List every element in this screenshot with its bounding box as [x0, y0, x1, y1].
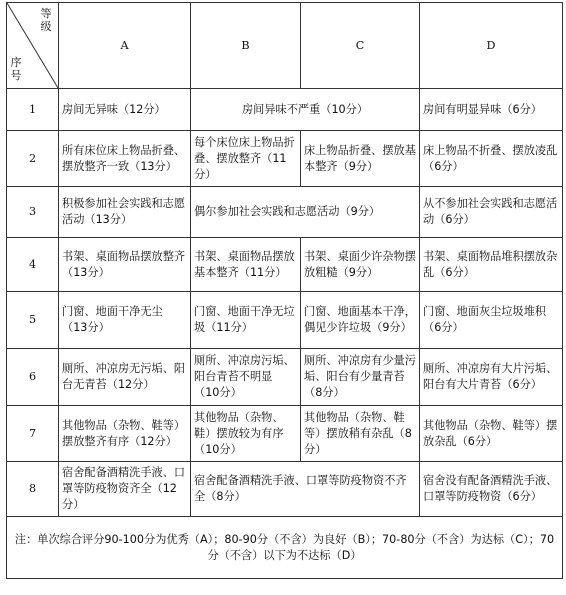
cell-c: 书架、桌面少许杂物摆放粗糙（9分） [301, 238, 420, 292]
cell-a: 宿舍配备酒精洗手液、口罩等防疫物资齐全（12分） [59, 462, 191, 517]
row-index: 1 [7, 89, 59, 131]
cell-b: 门窗、地面干净无垃圾（11分） [191, 292, 301, 349]
scoring-table [6, 2, 563, 579]
cell-d: 宿舍没有配备酒精洗手液、口罩等防疫物资（6分） [420, 462, 563, 517]
cell-d: 厕所、冲凉房有大片污垢、阳台有大片青苔（6分） [420, 349, 563, 406]
column-header-b: B [191, 3, 301, 89]
row-index: 3 [7, 187, 59, 238]
index-label: 序号 [10, 56, 22, 82]
column-header-d: D [420, 3, 563, 89]
table-row [7, 238, 563, 292]
cell-c: 厕所、冲凉房有少量污垢、阳台有少量青苔（8分） [301, 349, 420, 406]
corner-header [7, 3, 59, 89]
row-index: 2 [7, 131, 59, 187]
cell-d: 书架、桌面物品堆积摆放杂乱（6分） [420, 238, 563, 292]
column-header-a: A [59, 3, 191, 89]
table-row [7, 89, 563, 131]
cell-b: 厕所、冲凉房污垢、阳台青苔不明显（10分） [191, 349, 301, 406]
row-index: 6 [7, 349, 59, 406]
cell-bc: 宿舍配备酒精洗手液、口罩等防疫物资不齐全（8分） [191, 462, 420, 517]
cell-c: 门窗、地面基本干净，偶见少许垃圾（9分） [301, 292, 420, 349]
cell-d: 从不参加社会实践和志愿活动（6分） [420, 187, 563, 238]
cell-a: 所有床位床上物品折叠、摆放整齐一致（13分） [59, 131, 191, 187]
table-row [7, 292, 563, 349]
cell-d: 其他物品（杂物、鞋等）摆放杂乱（6分） [420, 406, 563, 462]
grade-label: 等级 [40, 7, 52, 33]
cell-b: 每个床位床上物品折叠、摆放整齐（11分） [191, 131, 301, 187]
row-index: 5 [7, 292, 59, 349]
cell-a: 厕所、冲凉房无污垢、阳台无青苔（12分） [59, 349, 191, 406]
row-index: 8 [7, 462, 59, 517]
column-header-c: C [301, 3, 420, 89]
cell-a: 书架、桌面物品摆放整齐（13分） [59, 238, 191, 292]
table-row [7, 349, 563, 406]
cell-b: 其他物品（杂物、鞋）摆放较为有序（10分） [191, 406, 301, 462]
cell-bc: 房间异味不严重（10分） [191, 89, 420, 131]
cell-c: 床上物品折叠、摆放基本整齐（9分） [301, 131, 420, 187]
cell-b: 书架、桌面物品摆放基本整齐（11分） [191, 238, 301, 292]
header-row [7, 3, 563, 89]
cell-a: 房间无异味（12分） [59, 89, 191, 131]
table-row [7, 131, 563, 187]
cell-a: 门窗、地面干净无尘（13分） [59, 292, 191, 349]
scoring-note: 注：单次综合评分90-100分为优秀（A）；80-90分（不含）为良好（B）；70-80分（不含）为达标（C）；70分（不含）以下为不达标（D） [7, 517, 563, 579]
table-row [7, 406, 563, 462]
table-row [7, 187, 563, 238]
cell-d: 房间有明显异味（6分） [420, 89, 563, 131]
row-index: 7 [7, 406, 59, 462]
cell-a: 其他物品（杂物、鞋等）摆放整齐有序（12分） [59, 406, 191, 462]
cell-d: 门窗、地面灰尘垃圾堆积（6分） [420, 292, 563, 349]
row-index: 4 [7, 238, 59, 292]
note-row [7, 517, 563, 579]
cell-d: 床上物品不折叠、摆放凌乱（6分） [420, 131, 563, 187]
cell-bc: 偶尔参加社会实践和志愿活动（9分） [191, 187, 420, 238]
cell-a: 积极参加社会实践和志愿活动（13分） [59, 187, 191, 238]
table-row [7, 462, 563, 517]
cell-c: 其他物品（杂物、鞋等）摆放稍有杂乱（8分） [301, 406, 420, 462]
